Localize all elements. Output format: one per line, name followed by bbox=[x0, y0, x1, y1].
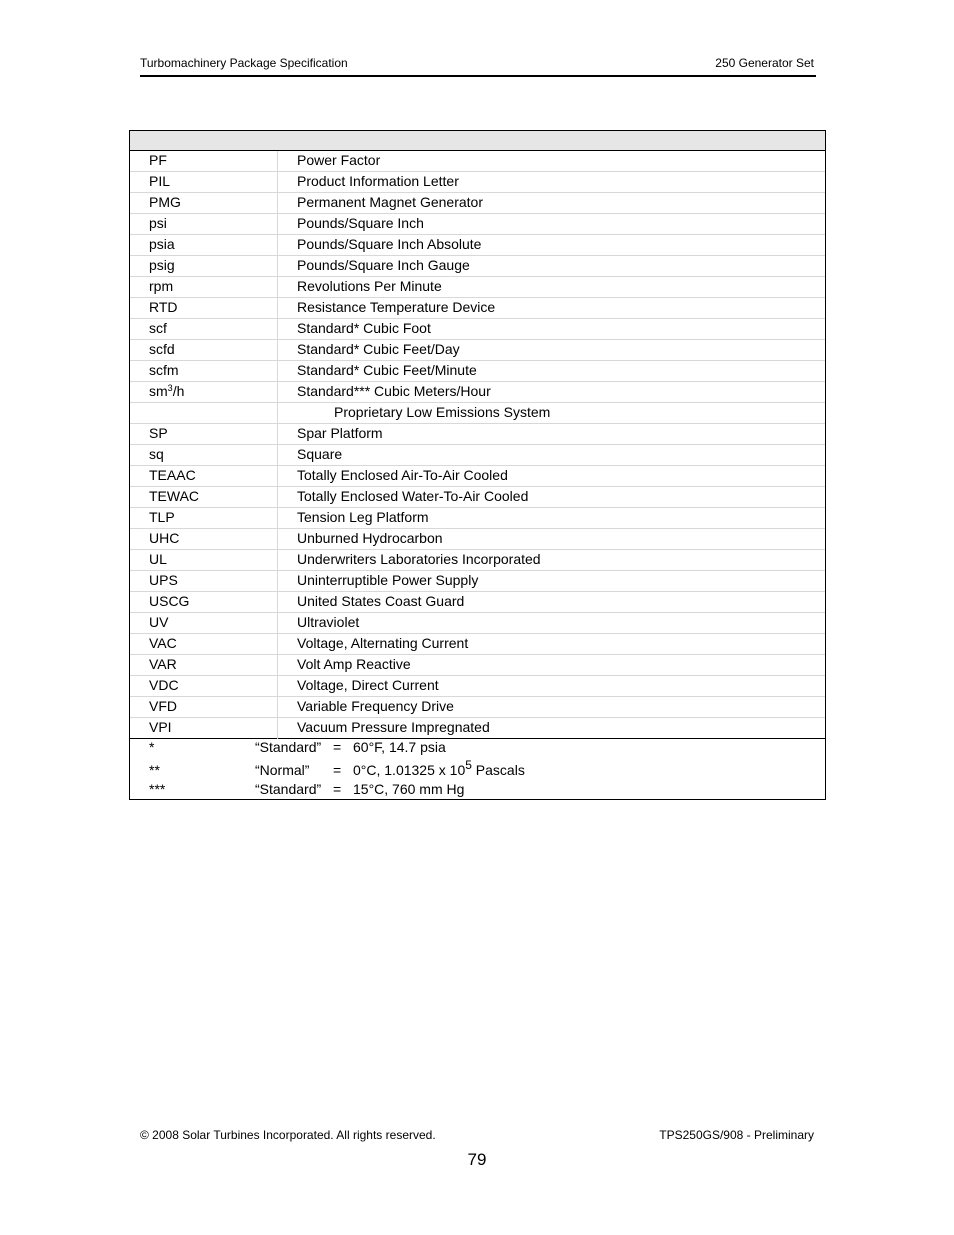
table-row bbox=[130, 508, 825, 529]
abbreviation-text: sq bbox=[149, 446, 164, 462]
abbreviation-cell bbox=[149, 425, 168, 441]
column-divider bbox=[277, 403, 278, 424]
footnote-mark: ** bbox=[149, 762, 160, 778]
footnote-equals: = bbox=[333, 739, 342, 755]
footnote-equals: = bbox=[333, 762, 342, 778]
footnote-value-base: 0°C, 1.01325 x 10 bbox=[353, 762, 466, 778]
abbreviation-cell bbox=[149, 362, 179, 378]
abbreviation-text: scf bbox=[149, 320, 167, 336]
definition-cell: Totally Enclosed Water-To-Air Cooled bbox=[297, 488, 529, 504]
definition-cell: Pounds/Square Inch bbox=[297, 215, 424, 231]
definition-cell: Pounds/Square Inch Gauge bbox=[297, 257, 470, 273]
page-header bbox=[140, 55, 816, 77]
footnote-mark: *** bbox=[149, 781, 166, 797]
footnote-value bbox=[353, 758, 525, 778]
column-divider bbox=[277, 235, 278, 256]
definition-cell: Square bbox=[297, 446, 343, 462]
definition-cell: Underwriters Laboratories Incorporated bbox=[297, 551, 541, 567]
column-divider bbox=[277, 508, 278, 529]
footnote-value-exponent: 5 bbox=[465, 758, 472, 772]
column-divider bbox=[277, 487, 278, 508]
table-row bbox=[130, 718, 825, 739]
table-body bbox=[130, 151, 825, 739]
column-divider bbox=[277, 550, 278, 571]
abbreviation-cell bbox=[149, 278, 173, 294]
table-row bbox=[130, 382, 825, 403]
abbreviation-cell bbox=[149, 614, 168, 630]
abbreviation-text: rpm bbox=[149, 278, 174, 294]
definition-cell: Variable Frequency Drive bbox=[297, 698, 454, 714]
column-divider bbox=[277, 340, 278, 361]
abbreviation-cell bbox=[149, 383, 184, 399]
table-row bbox=[130, 172, 825, 193]
footnote-mark: * bbox=[149, 739, 155, 755]
table-row bbox=[130, 277, 825, 298]
abbreviation-superscript: 3 bbox=[167, 383, 173, 393]
table-row bbox=[130, 529, 825, 550]
abbreviation-text: PF bbox=[149, 152, 167, 168]
abbreviation-text: TLP bbox=[149, 509, 175, 525]
abbreviation-cell bbox=[149, 635, 177, 651]
abbreviation-text: scfm bbox=[149, 362, 179, 378]
table-row bbox=[130, 676, 825, 697]
column-divider bbox=[277, 256, 278, 277]
definition-cell: Standard* Cubic Foot bbox=[297, 320, 431, 336]
abbreviation-cell bbox=[149, 341, 175, 357]
column-divider bbox=[277, 571, 278, 592]
table-row bbox=[130, 487, 825, 508]
definition-cell: Standard* Cubic Feet/Minute bbox=[297, 362, 477, 378]
column-divider bbox=[277, 592, 278, 613]
abbreviation-text: VFD bbox=[149, 698, 177, 714]
table-row bbox=[130, 697, 825, 718]
column-divider bbox=[277, 424, 278, 445]
column-divider bbox=[277, 319, 278, 340]
abbreviation-cell bbox=[149, 152, 167, 168]
table-row bbox=[130, 298, 825, 319]
definition-cell: Pounds/Square Inch Absolute bbox=[297, 236, 482, 252]
table-row bbox=[130, 256, 825, 277]
abbreviation-cell bbox=[149, 572, 178, 588]
abbreviation-text: TEAAC bbox=[149, 467, 196, 483]
definition-cell: Totally Enclosed Air-To-Air Cooled bbox=[297, 467, 508, 483]
abbreviation-cell bbox=[149, 719, 172, 735]
column-divider bbox=[277, 172, 278, 193]
column-divider bbox=[277, 193, 278, 214]
definition-cell: Volt Amp Reactive bbox=[297, 656, 411, 672]
abbreviation-text: UV bbox=[149, 614, 169, 630]
abbreviation-text: SP bbox=[149, 425, 168, 441]
definition-cell: Standard*** Cubic Meters/Hour bbox=[297, 383, 491, 399]
abbreviation-cell bbox=[149, 257, 175, 273]
abbreviation-cell bbox=[149, 593, 189, 609]
abbreviation-text: UHC bbox=[149, 530, 180, 546]
table-row bbox=[130, 445, 825, 466]
definition-cell: Voltage, Alternating Current bbox=[297, 635, 469, 651]
table-row bbox=[130, 571, 825, 592]
footnote-term: “Standard” bbox=[255, 739, 322, 755]
definition-cell: Product Information Letter bbox=[297, 173, 459, 189]
footnote-term: “Standard” bbox=[255, 781, 322, 797]
footnote bbox=[130, 758, 825, 780]
header-document-title: Turbomachinery Package Specification bbox=[140, 56, 348, 70]
table-row bbox=[130, 214, 825, 235]
column-divider bbox=[277, 613, 278, 634]
table-row bbox=[130, 592, 825, 613]
definition-cell: Proprietary Low Emissions System bbox=[334, 404, 551, 420]
footnote-equals: = bbox=[333, 781, 342, 797]
footnote-value-unit: Pascals bbox=[471, 762, 525, 778]
abbreviation-text: PIL bbox=[149, 173, 171, 189]
column-divider bbox=[277, 634, 278, 655]
abbreviation-cell bbox=[149, 320, 167, 336]
definition-cell: Uninterruptible Power Supply bbox=[297, 572, 479, 588]
column-divider bbox=[277, 214, 278, 235]
definition-cell: Power Factor bbox=[297, 152, 381, 168]
abbreviation-cell bbox=[149, 698, 177, 714]
abbreviation-cell bbox=[149, 215, 167, 231]
definition-cell: Unburned Hydrocarbon bbox=[297, 530, 443, 546]
page-number: 79 bbox=[467, 1150, 487, 1169]
footnote-value: 15°C, 760 mm Hg bbox=[353, 781, 465, 797]
abbreviation-text: psig bbox=[149, 257, 175, 273]
definition-cell: Resistance Temperature Device bbox=[297, 299, 496, 315]
abbreviations-table bbox=[129, 130, 826, 800]
table-row bbox=[130, 319, 825, 340]
table-row bbox=[130, 361, 825, 382]
footnote bbox=[130, 739, 825, 757]
column-divider bbox=[277, 466, 278, 487]
abbreviation-text: sm bbox=[149, 383, 168, 399]
column-divider bbox=[277, 529, 278, 550]
definition-cell: Ultraviolet bbox=[297, 614, 360, 630]
table-row bbox=[130, 655, 825, 676]
footnote-value: 60°F, 14.7 psia bbox=[353, 739, 446, 755]
column-divider bbox=[277, 298, 278, 319]
abbreviation-text: USCG bbox=[149, 593, 190, 609]
abbreviation-cell bbox=[149, 509, 175, 525]
abbreviation-text: VDC bbox=[149, 677, 179, 693]
column-divider bbox=[277, 277, 278, 298]
abbreviation-cell bbox=[149, 530, 179, 546]
column-divider bbox=[277, 655, 278, 676]
footnote-term: “Normal” bbox=[255, 762, 310, 778]
abbreviation-text: RTD bbox=[149, 299, 178, 315]
abbreviation-cell bbox=[149, 656, 177, 672]
table-row bbox=[130, 466, 825, 487]
abbreviation-text: VAC bbox=[149, 635, 177, 651]
definition-cell: Voltage, Direct Current bbox=[297, 677, 439, 693]
abbreviation-cell bbox=[149, 551, 167, 567]
table-row bbox=[130, 550, 825, 571]
definition-cell: Spar Platform bbox=[297, 425, 383, 441]
abbreviation-text: VAR bbox=[149, 656, 177, 672]
abbreviation-text: scfd bbox=[149, 341, 175, 357]
column-divider bbox=[277, 676, 278, 697]
abbreviation-text: PMG bbox=[149, 194, 181, 210]
abbreviation-cell bbox=[149, 677, 179, 693]
footnote bbox=[130, 781, 825, 799]
header-product-name: 250 Generator Set bbox=[715, 56, 814, 70]
abbreviation-cell bbox=[149, 446, 164, 462]
abbreviation-cell bbox=[149, 173, 170, 189]
definition-cell: United States Coast Guard bbox=[297, 593, 465, 609]
table-row bbox=[130, 634, 825, 655]
table-row bbox=[130, 403, 825, 424]
table-row bbox=[130, 235, 825, 256]
abbreviation-cell bbox=[149, 488, 199, 504]
definition-cell: Tension Leg Platform bbox=[297, 509, 429, 525]
column-divider bbox=[277, 697, 278, 718]
abbreviation-text: UPS bbox=[149, 572, 178, 588]
abbreviation-text: psi bbox=[149, 215, 167, 231]
column-divider bbox=[277, 151, 278, 172]
abbreviation-text: VPI bbox=[149, 719, 172, 735]
table-row bbox=[130, 151, 825, 172]
footer-document-id: TPS250GS/908 - Preliminary bbox=[659, 1128, 814, 1142]
column-divider bbox=[277, 718, 278, 739]
definition-cell: Revolutions Per Minute bbox=[297, 278, 442, 294]
abbreviation-cell bbox=[149, 467, 196, 483]
table-row bbox=[130, 193, 825, 214]
abbreviation-suffix: /h bbox=[172, 383, 185, 399]
column-divider bbox=[277, 361, 278, 382]
definition-cell: Standard* Cubic Feet/Day bbox=[297, 341, 460, 357]
abbreviation-cell bbox=[149, 236, 175, 252]
abbreviation-text: TEWAC bbox=[149, 488, 200, 504]
abbreviation-cell bbox=[149, 299, 178, 315]
definition-cell: Permanent Magnet Generator bbox=[297, 194, 483, 210]
column-divider bbox=[277, 382, 278, 403]
definition-cell: Vacuum Pressure Impregnated bbox=[297, 719, 490, 735]
abbreviation-text: UL bbox=[149, 551, 167, 567]
abbreviation-cell bbox=[149, 194, 181, 210]
table-row bbox=[130, 340, 825, 361]
footer-copyright: © 2008 Solar Turbines Incorporated. All rights reserved. bbox=[140, 1128, 436, 1142]
table-header-bar bbox=[130, 131, 825, 151]
table-row bbox=[130, 424, 825, 445]
abbreviation-text: psia bbox=[149, 236, 175, 252]
table-footnotes bbox=[130, 739, 825, 799]
table-row bbox=[130, 613, 825, 634]
column-divider bbox=[277, 445, 278, 466]
